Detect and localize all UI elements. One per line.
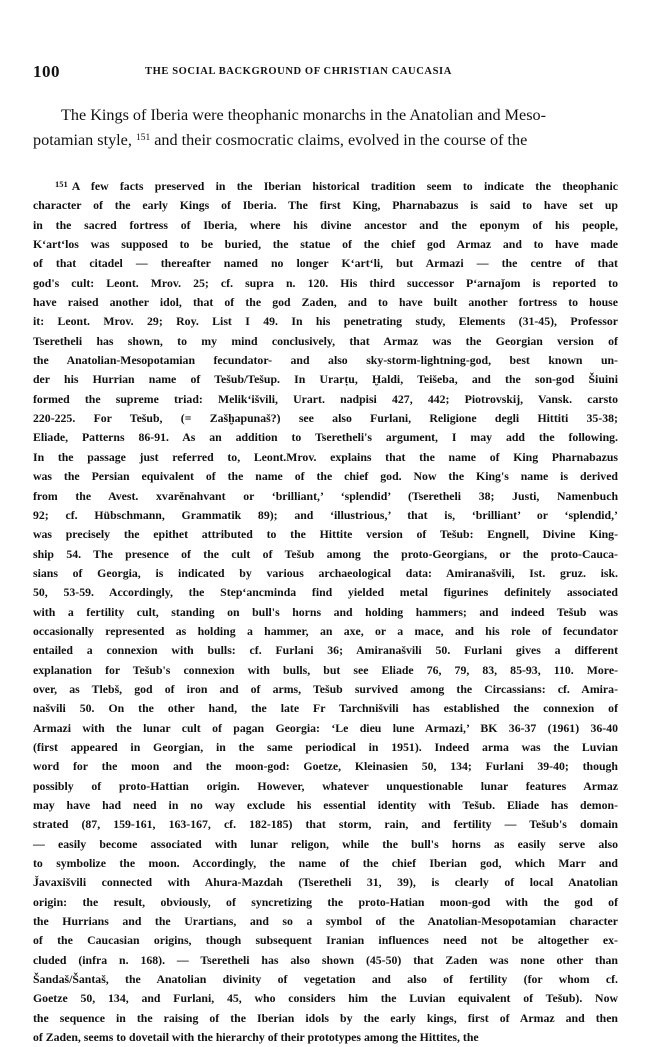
footnote-line: Goetze 50, 134, and Furlani, 45, who considers him the Luvian equivalent of Tešub). Now (33, 991, 618, 1006)
footnote-line: occasionally represented as holding a hammer, an axe, or a mace, and his role of fecundator (33, 623, 618, 638)
footnote-line: našvili 50. On the other hand, the late Fr Tarchnišvili has established the connexion of (33, 701, 618, 716)
main-text-line (33, 127, 618, 152)
footnote-line: 220-225. For Tešub, (= Zašḫapunaš?) see also Furlani, Religione degli Hittiti 35-38; (33, 411, 618, 426)
footnote-line: have raised another idol, that of the god Zaden, and to have built another fortress to house (33, 295, 618, 310)
footnote-line: 92; cf. Hübschmann, Grammatik 89); and ‘illustrious,’ that is, ‘brilliant’ or ‘splendid,’ (33, 507, 618, 522)
footnote-line: was the Persian equivalent of the name of the chief god. Now the King's name is derived (33, 469, 618, 484)
footnote-line: J̌avaxišvili connected with Ahura-Mazdah (Tseretheli 31, 39), is clearly of local Anatolian (33, 875, 618, 890)
footnote-line: (first appeared in Georgian, in the same periodical in 1951). Indeed arma was the Luvian (33, 739, 618, 754)
footnote-line: explanation for Tešub's connexion with bulls, but see Eliade 76, 79, 83, 85-93, 110. More- (33, 662, 618, 677)
main-text-line: The Kings of Iberia were theophanic monarchs in the Anatolian and Meso- (61, 106, 547, 124)
footnote-line: word for the moon and the moon-god: Goetze, Kleinasien 50, 134; Furlani 39-40; though (33, 759, 618, 774)
footnote-line: character of the early Kings of Iberia. The first King, Pharnabazus is said to have set up (33, 198, 618, 213)
footnote-line: may have had need in no way exclude his essential identity with Tešub. Eliade has demon- (33, 798, 618, 812)
footnote-line: Armazi with the lunar cult of pagan Georgia: ‘Le dieu lune Armazi,’ BK 36-37 (1961) 36-40 (33, 720, 618, 735)
footnote-line: from the Avest. xvarĕnahvant or ‘brilliant,’ ‘splendid’ (Tseretheli 38; Justi, Namenbuch (33, 488, 618, 503)
footnote-line: sians of Georgia, is indicated by various archaeological data: Amiranašvili, Ist. gruz. isk. (33, 565, 618, 580)
footnote-line: the Hurrians and the Urartians, and so a symbol of the Anatolian-Mesopotamian character (33, 914, 618, 929)
footnote-line: Tseretheli has shown, to my mind conclusively, that Armaz was the Georgian version of (33, 333, 618, 348)
footnote-line: god's cult: Leont. Mrov. 25; cf. supra n. 120. His third successor P‘arnaǰom is reported to (33, 275, 618, 290)
footnote-line: of Zaden, seems to dovetail with the hierarchy of their prototypes among the Hittites, the (33, 1030, 479, 1045)
footnote-line: cluded (infra n. 168). — Tseretheli has also shown (45-50) that Zaden was none other than (33, 952, 618, 967)
main-text (33, 104, 618, 152)
footnote-line: entailed a connexion with bulls: cf. Furlani 36; Amiranašvili 50. Furlani gives a different (33, 643, 618, 658)
footnote-line: to symbolize the moon. Accordingly, the name of the chief Iberian god, which Marr and (33, 856, 618, 871)
footnote-line: the Anatolian-Mesopotamian fecundator- and also sky-storm-lightning-god, best known un- (33, 353, 618, 368)
footnote-line: der his Hurrian name of Tešub/Tešup. In Urarṭu, Ḫaldi, Teišeba, and the son-god Šiuini (33, 372, 618, 387)
footnote-line: 50, 53-59. Accordingly, the Step‘ancminda find yielded metal figurines definitely associated (33, 585, 618, 600)
footnote-line: it: Leont. Mrov. 29; Roy. List I 49. In his penetrating study, Elements (31-45), Professor (33, 314, 618, 329)
footnote-line: — easily become associated with lunar religon, while the bull's horns as easily serve also (33, 836, 618, 851)
footnote-line-text: A few facts preserved in the Iberian historical tradition seem to indicate the theophanic (71, 179, 618, 193)
footnote-line: Šandaš/Šantaš, the Anatolian divinity of vegetation and also of fertility (for whom cf. (33, 972, 618, 987)
footnote-line: over, as Tlebš, god of iron and of arms, Tešub survived among the Circassians: cf. Amira- (33, 681, 618, 696)
footnote-line: K‘art‘los was supposed to be buried, the statue of the chief god Armaz and to have made (33, 237, 618, 252)
footnote-reference: 151 (135, 133, 151, 143)
footnote-line: formed the supreme triad: Melik‘išvili, Urart. nadpisi 427, 442; Piotrovskij, Vansk. carsto (33, 391, 618, 406)
footnote-line: of that citadel — thereafter named no longer K‘art‘li, but Armazi — the centre of that (33, 256, 618, 271)
footnote-number: 151 (55, 179, 68, 189)
footnote-151 (33, 175, 618, 1047)
footnote-line: possibly of proto-Hattian origin. However, whatever unquestionable lunar features Armaz (33, 778, 618, 793)
footnote-line: the sequence in the raising of the Iberian idols by the early kings, first of Armaz and then (33, 1010, 618, 1025)
footnote-line: was precisely the epithet attributed to the Hittite version of Tešub: Engnell, Divine King- (33, 527, 618, 542)
footnote-line: of the Caucasian origins, though subsequent Iranian influences need not be altogether ex- (33, 933, 618, 948)
footnote-line: Eliade, Patterns 86-91. As an addition to Tseretheli's argument, I may add the following. (33, 430, 618, 445)
main-text-fragment: potamian style, (33, 131, 136, 149)
footnote-line: ship 54. The presence of the cult of Tešub among the proto-Georgians, or the proto-Cauca- (33, 546, 618, 561)
footnote-line: in the sacred fortress of Iberia, where his divine ancestor and the eponym of his people, (33, 217, 618, 232)
running-title: THE SOCIAL BACKGROUND OF CHRISTIAN CAUCASIA (145, 66, 452, 77)
main-text-fragment: and their cosmocratic claims, evolved in the course of the (150, 131, 528, 149)
footnote-line: origin: the result, obviously, of syncretizing the proto-Hatian moon-god with the god of (33, 894, 618, 909)
footnote-line (33, 175, 618, 196)
footnote-line: In the passage just referred to, Leont.Mrov. explains that the name of King Pharnabazus (33, 449, 618, 464)
footnote-line: strated (87, 159-161, 163-167, cf. 182-185) that storm, rain, and fertility — Tešub's domain (33, 817, 618, 832)
footnote-line: with a fertility cult, standing on bull's horns and holding hammers; and indeed Tešub was (33, 604, 618, 619)
page-number: 100 (33, 62, 60, 81)
running-head (33, 62, 618, 84)
